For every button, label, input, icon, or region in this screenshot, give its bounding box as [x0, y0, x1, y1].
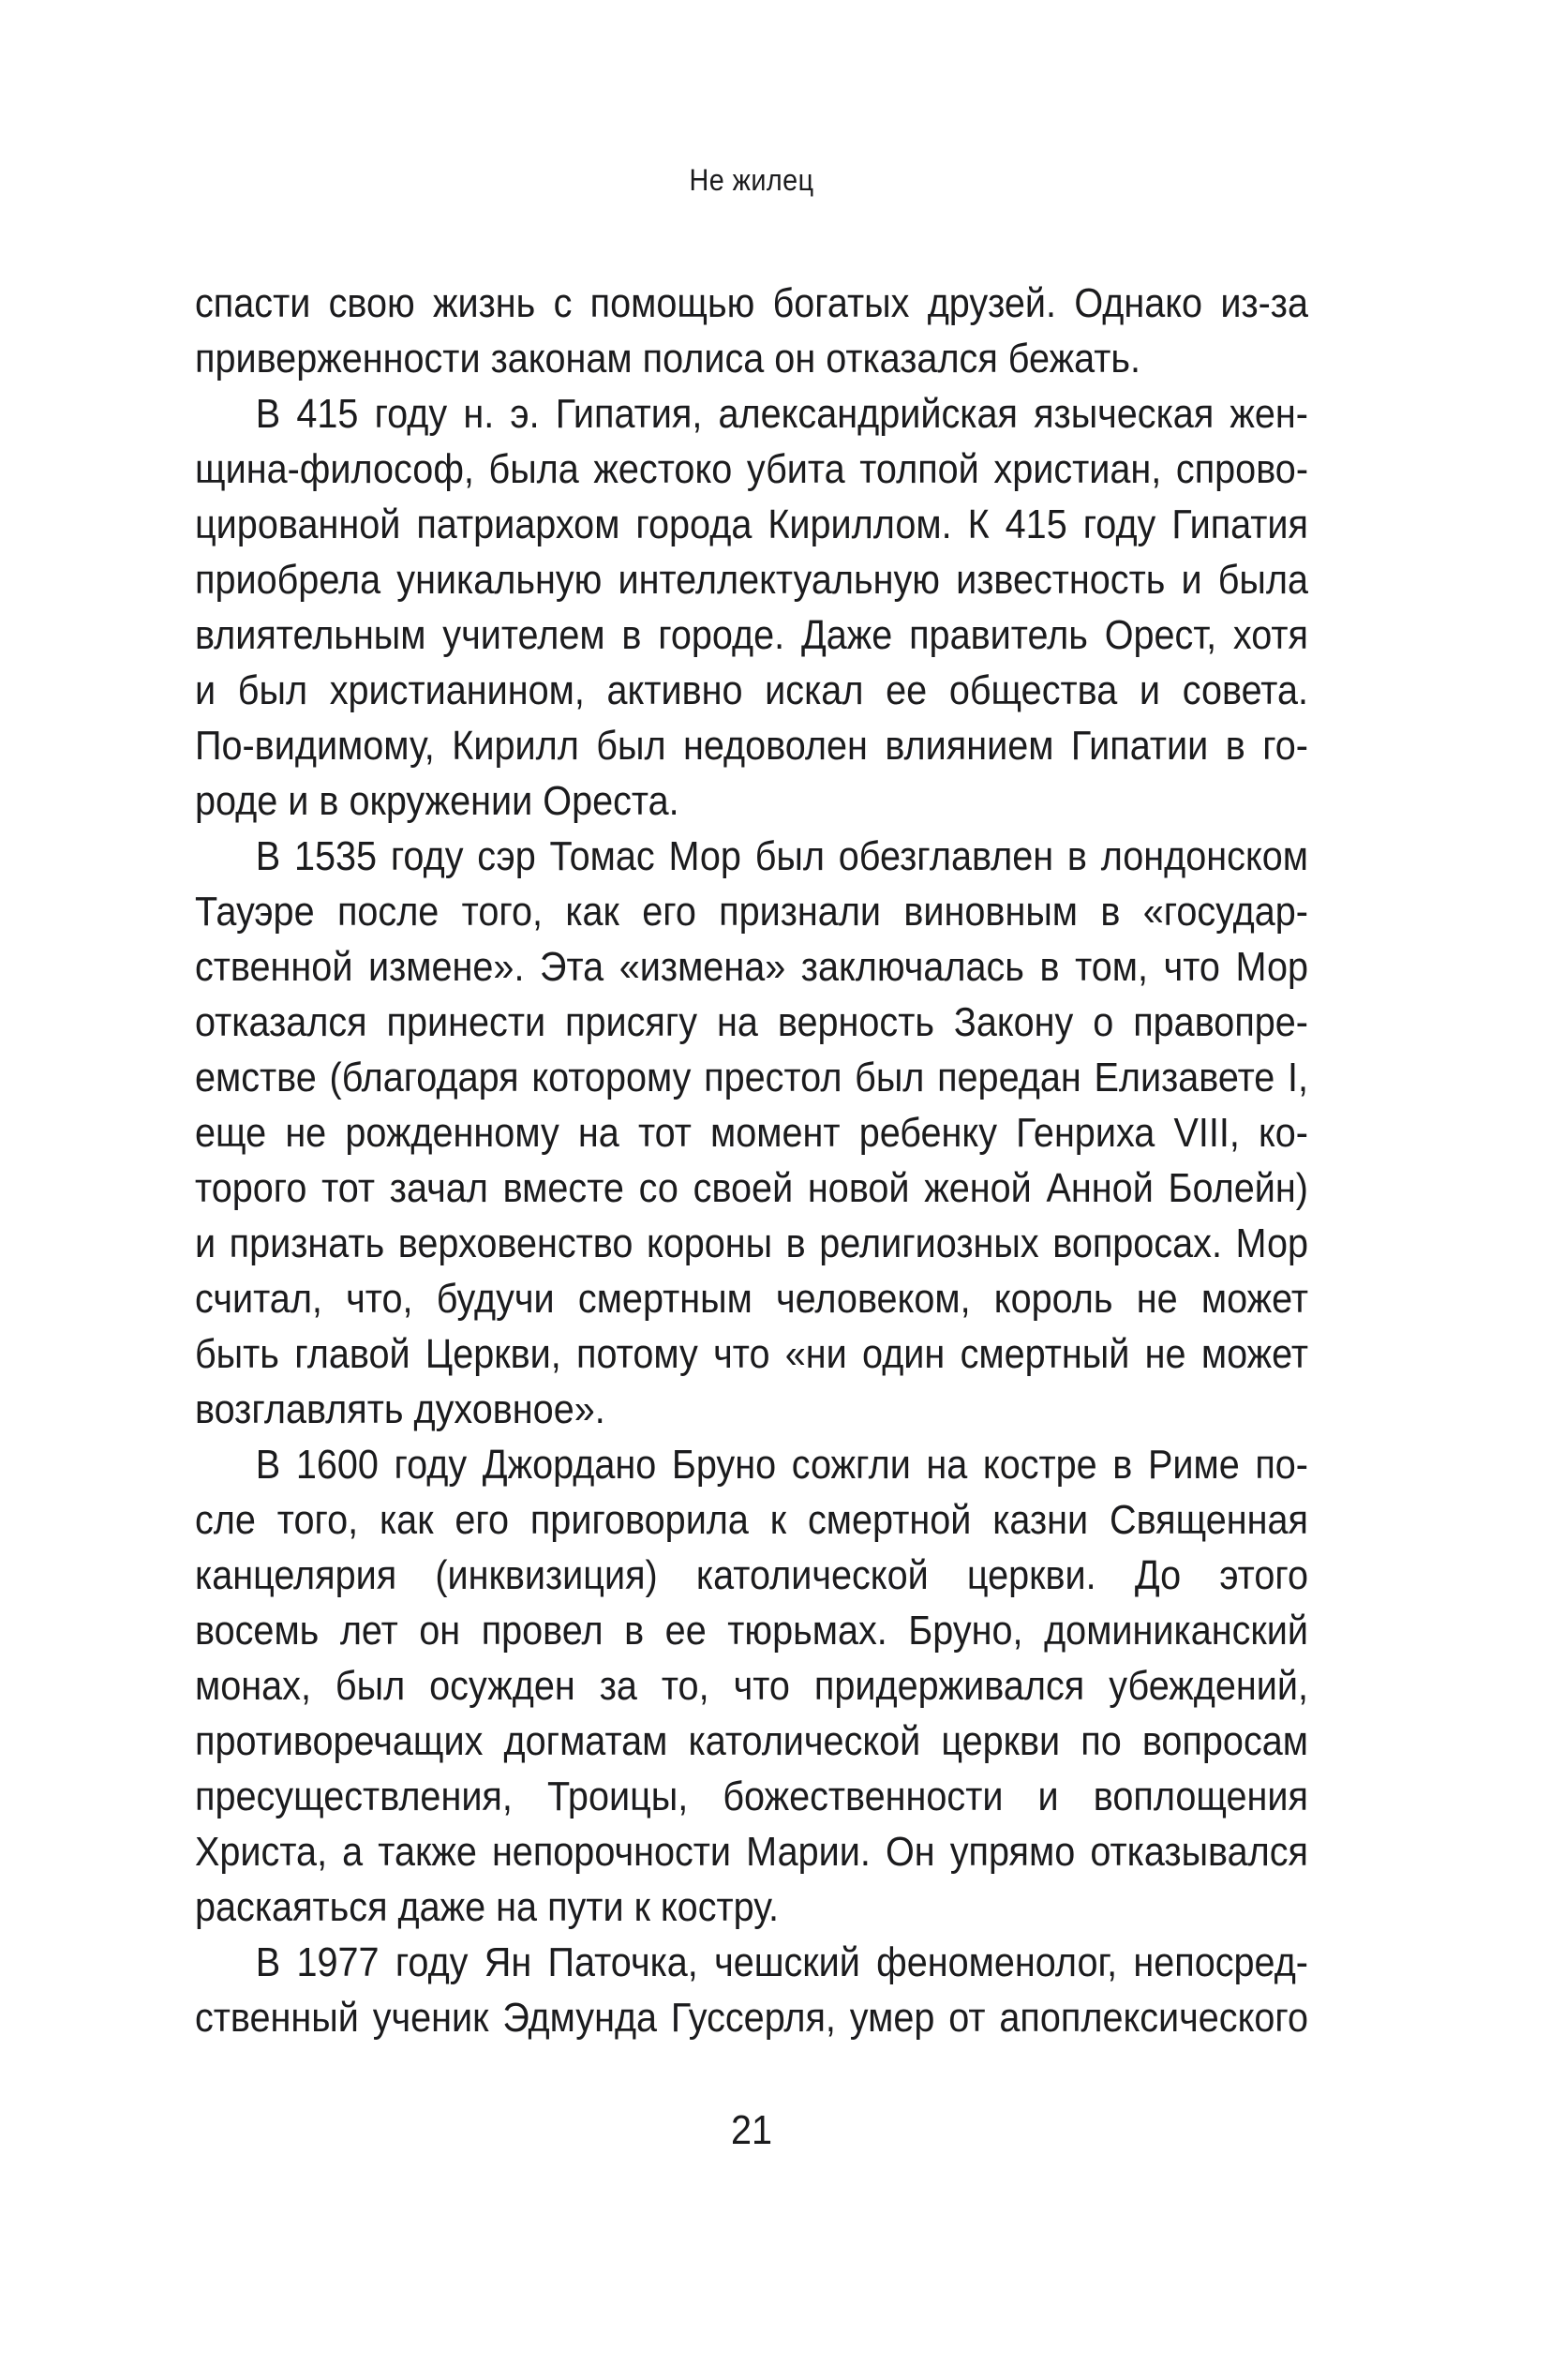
text-line: еще не рожденному на тот момент ребенку Генриха VIII, ко-: [195, 1110, 1308, 1156]
text-line: роде и в окружении Ореста.: [195, 778, 679, 824]
text-line: возглавлять духовное».: [195, 1386, 605, 1432]
text-line: В 1600 году Джордано Бруно сожгли на костре в Риме по-: [255, 1442, 1308, 1488]
text-line: В 1977 году Ян Паточка, чешский феноменолог, непосред-: [255, 1939, 1308, 1985]
text-line: отказался принести присягу на верность Закону о правопре-: [195, 999, 1308, 1045]
page-number: 21: [730, 2107, 773, 2153]
page-text: [195, 276, 1308, 2045]
text-line: Тауэре после того, как его признали виновным в «государ-: [195, 889, 1308, 935]
text-line: противоречащих догматам католической церкви по вопросам: [195, 1718, 1308, 1764]
text-line: канцелярия (инквизиция) католической церкви. До этого: [195, 1552, 1308, 1598]
text-line: и был христианином, активно искал ее общества и совета.: [195, 667, 1308, 713]
text-line: торого тот зачал вместе со своей новой женой Анной Болейн): [195, 1165, 1308, 1211]
text-line: быть главой Церкви, потому что «ни один смертный не может: [195, 1331, 1308, 1377]
text-line: В 1535 году сэр Томас Мор был обезглавлен в лондонском: [255, 833, 1308, 879]
text-line: ственный ученик Эдмунда Гуссерля, умер от апоплексического: [195, 1995, 1308, 2041]
text-line: щина-философ, была жестоко убита толпой христиан, спрово-: [195, 446, 1308, 492]
text-line: спасти свою жизнь с помощью богатых друзей. Однако из-за: [195, 280, 1308, 326]
text-line: По-видимому, Кирилл был недоволен влиянием Гипатии в го-: [195, 723, 1308, 769]
text-line: ственной измене». Эта «измена» заключалась в том, что Мор: [195, 944, 1308, 990]
text-line: монах, был осужден за то, что придерживался убеждений,: [195, 1663, 1308, 1709]
running-header: Не жилец: [689, 163, 814, 197]
text-line: и признать верховенство короны в религиозных вопросах. Мор: [195, 1220, 1308, 1266]
text-line: раскаяться даже на пути к костру.: [195, 1884, 780, 1930]
text-line: приобрела уникальную интеллектуальную известность и была: [195, 557, 1308, 603]
text-line: Христа, а также непорочности Марии. Он упрямо отказывался: [195, 1829, 1308, 1875]
text-line: емстве (благодаря которому престол был передан Елизавете I,: [195, 1055, 1308, 1100]
text-line: цированной патриархом города Кириллом. К 415 году Гипатия: [195, 501, 1308, 547]
text-line: приверженности законам полиса он отказался бежать.: [195, 336, 1141, 382]
text-line: пресуществления, Троицы, божественности и воплощения: [195, 1774, 1308, 1819]
text-line: считал, что, будучи смертным человеком, король не может: [195, 1276, 1308, 1322]
text-line: восемь лет он провел в ее тюрьмах. Бруно, доминиканский: [195, 1608, 1308, 1654]
text-line: сле того, как его приговорила к смертной казни Священная: [195, 1497, 1308, 1543]
text-line: влиятельным учителем в городе. Даже правитель Орест, хотя: [195, 612, 1308, 658]
text-line: В 415 году н. э. Гипатия, александрийская языческая жен-: [255, 391, 1308, 437]
